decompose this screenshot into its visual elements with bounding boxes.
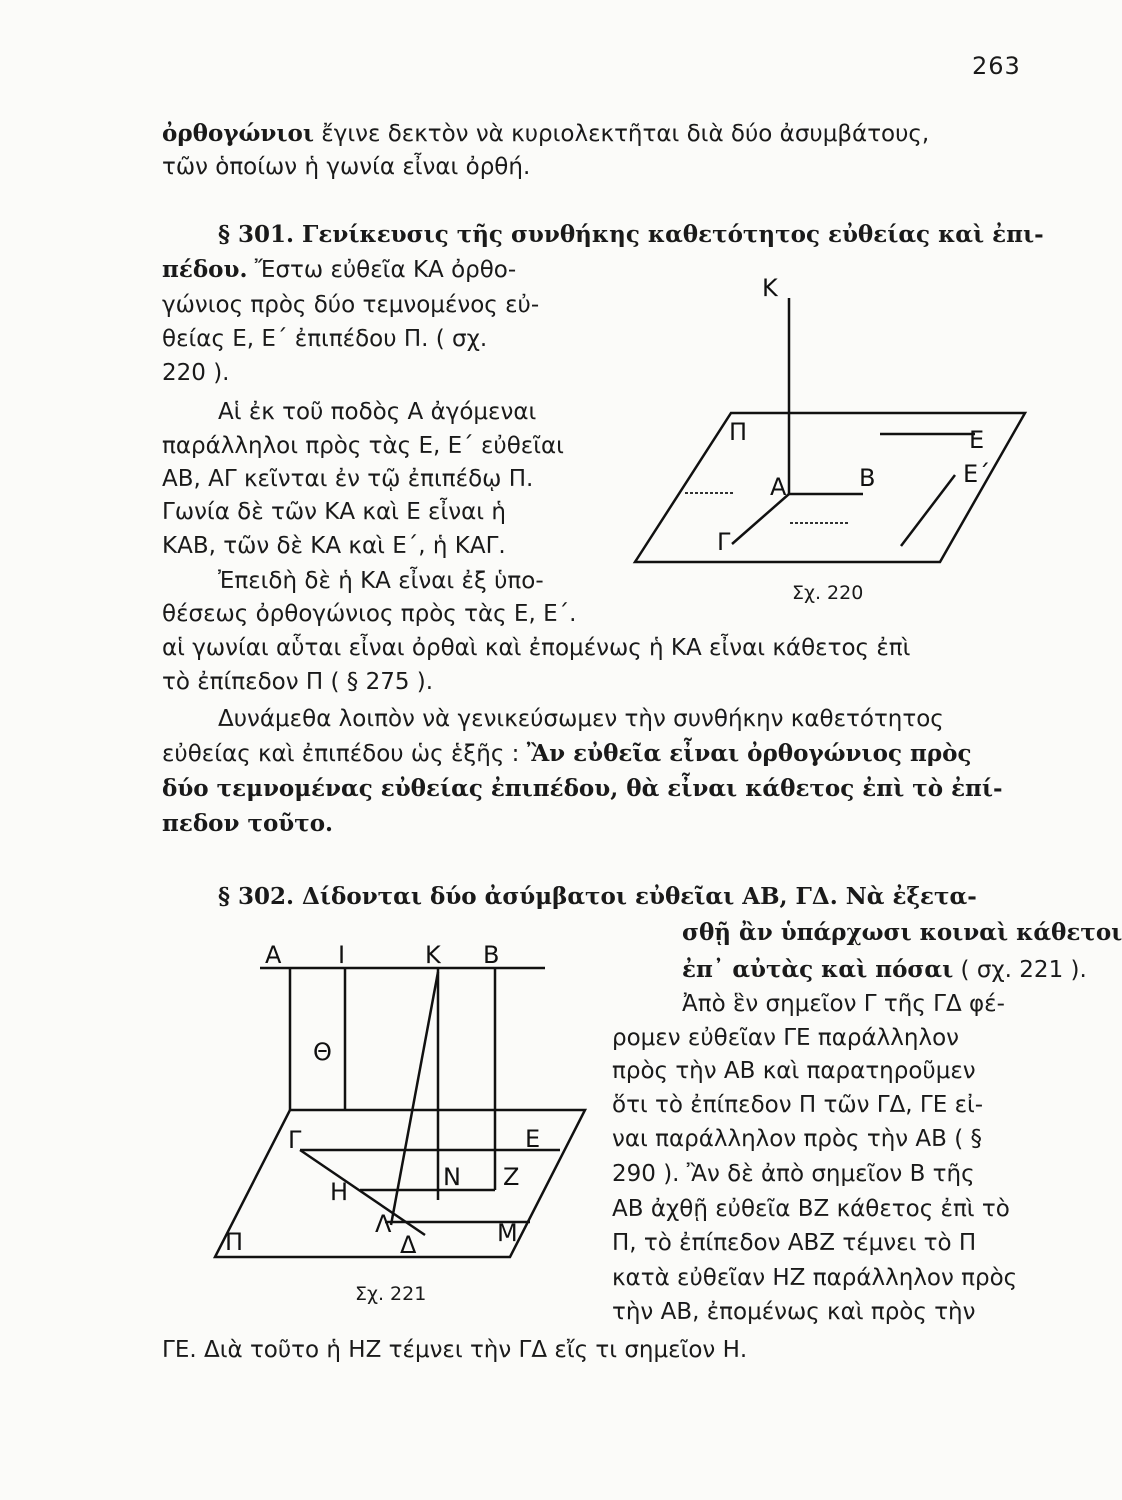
figure-220 [625,270,1045,610]
fig221-label-p: Π [225,1228,244,1256]
text-line: Ἀπὸ ἓν σημεῖον Γ τῆς ΓΔ φέ- [682,991,1005,1017]
text-line: τὸ ἐπίπεδον Π ( § 275 ). [162,669,434,695]
figure-220-caption: Σχ. 220 [792,582,864,604]
text-line: ΑΒ ἀχθῇ εὐθεῖα ΒΖ κάθετος ἐπὶ τὸ [612,1196,1010,1222]
page-number: 263 [972,52,1021,80]
fig220-label-k: Κ [762,274,778,302]
line-kd [391,972,438,1225]
text-line: ΚΑΒ, τῶν δὲ ΚΑ καὶ Ε΄, ἡ ΚΑΓ. [162,533,506,559]
fig221-label-m: Μ [497,1219,518,1247]
text-line: τῶν ὁποίων ἡ γωνία εἶναι ὀρθή. [162,154,531,180]
text-line [682,953,1087,987]
fig221-label-n: Ν [443,1163,461,1191]
fig220-label-a: Α [770,473,787,501]
figure-221-caption: Σχ. 221 [355,1283,427,1305]
text-line: πρὸς τὴν ΑΒ καὶ παρατηροῦμεν [612,1058,976,1084]
text-line: ναι παράλληλον πρὸς τὴν ΑΒ ( § [612,1126,983,1152]
text-line: αἱ γωνίαι αὗται εἶναι ὀρθαὶ καὶ ἐπομένως ἡ ΚΑ εἶναι κάθετος ἐπὶ [162,635,911,661]
text-line [162,253,516,287]
fig221-label-l: Λ [375,1210,392,1238]
text-line: κατὰ εὐθεῖαν ΗΖ παράλληλον πρὸς [612,1265,1018,1291]
text-line: Δυνάμεθα λοιπὸν νὰ γενικεύσωμεν τὴν συνθήκην καθετότητος [218,706,944,732]
fig221-label-e: Ε [525,1125,541,1153]
text-line: 220 ). [162,360,230,386]
fig221-label-d: Δ [400,1231,417,1259]
figure-221 [205,935,605,1275]
text-line: παράλληλοι πρὸς τὰς Ε, Ε΄ εὐθεῖαι [162,433,564,459]
fig221-label-th: Θ [313,1038,332,1066]
text-run: ἔγινε δεκτὸν νὰ κυριολεκτῆται διὰ δύο ἀσυμβάτους, [313,121,930,147]
text-line: ΑΒ, ΑΓ κεῖνται ἐν τῷ ἐπιπέδῳ Π. [162,466,534,492]
text-line [162,117,929,151]
text-line: ρομεν εὐθεῖαν ΓΕ παράλληλον [612,1025,959,1051]
bold-term: ἐπ᾽ αὐτὰς καὶ πόσαι [682,956,954,983]
fig221-label-b: Β [483,941,500,969]
theorem-text: δύο τεμνομένας εὐθείας ἐπιπέδου, θὰ εἶναι κάθετος ἐπὶ τὸ ἐπί- [162,775,1003,802]
text-line: Ἐπειδὴ δὲ ἡ ΚΑ εἶναι ἐξ ὑπο- [218,568,544,594]
fig221-label-g: Γ [288,1126,302,1154]
theorem-text: Ἂν εὐθεῖα εἶναι ὀρθογώνιος πρὸς [526,740,972,767]
fig220-label-b: Β [859,464,876,492]
fig220-label-g: Γ [717,528,731,556]
fig221-label-k: Κ [425,941,441,969]
text-run: Ἔστω εὐθεῖα ΚΑ ὀρθο- [247,257,517,283]
section-301-heading: § 301. Γενίκευσις τῆς συνθήκης καθετότητος εὐθείας καὶ ἐπι- [218,221,1044,248]
text-line: γώνιος πρὸς δύο τεμνομένος εὐ- [162,292,540,318]
text-line: ὅτι τὸ ἐπίπεδον Π τῶν ΓΔ, ΓΕ εἰ- [612,1092,984,1118]
text-run: ( σχ. 221 ). [953,957,1087,983]
theorem-text: πεδον τοῦτο. [162,810,334,837]
text-line: ΓΕ. Διὰ τοῦτο ἡ ΗΖ τέμνει τὴν ΓΔ εἴς τι σημεῖον Η. [162,1337,748,1363]
text-line: 290 ). Ἂν δὲ ἀπὸ σημεῖον Β τῆς [612,1161,975,1187]
fig221-label-h: Η [330,1178,349,1206]
section-302-heading: § 302. Δίδονται δύο ἀσύμβατοι εὐθεῖαι ΑΒ, ΓΔ. Νὰ ἐξετα- [218,883,977,910]
line-ag [732,494,789,544]
text-line: Π, τὸ ἐπίπεδον ΑΒΖ τέμνει τὸ Π [612,1230,977,1256]
fig220-label-p: Π [729,418,748,446]
section-302-heading: σθῇ ἂν ὑπάρχωσι κοιναὶ κάθετοι [682,919,1122,946]
bold-term: ὀρθογώνιοι [162,120,314,147]
fig221-label-a: Α [265,941,282,969]
text-line: θέσεως ὀρθογώνιος πρὸς τὰς Ε, Ε΄. [162,601,577,627]
fig221-label-i: Ι [338,941,346,969]
text-line: τὴν ΑΒ, ἐπομένως καὶ πρὸς τὴν [612,1299,976,1325]
text-line: Γωνία δὲ τῶν ΚΑ καὶ Ε εἶναι ἡ [162,499,506,525]
text-line [162,737,971,771]
text-line: Αἱ ἐκ τοῦ ποδὸς Α ἀγόμεναι [218,399,537,425]
text-line: θείας Ε, Ε΄ ἐπιπέδου Π. ( σχ. [162,326,488,352]
fig221-label-z: Ζ [503,1163,520,1191]
fig220-label-e: Ε [969,426,985,454]
bold-term: πέδου. [162,256,248,283]
text-run: εὐθείας καὶ ἐπιπέδου ὡς ἑξῆς : [162,741,527,767]
fig220-label-e2: Ε΄ [963,460,991,488]
line-e-prime [901,475,955,546]
